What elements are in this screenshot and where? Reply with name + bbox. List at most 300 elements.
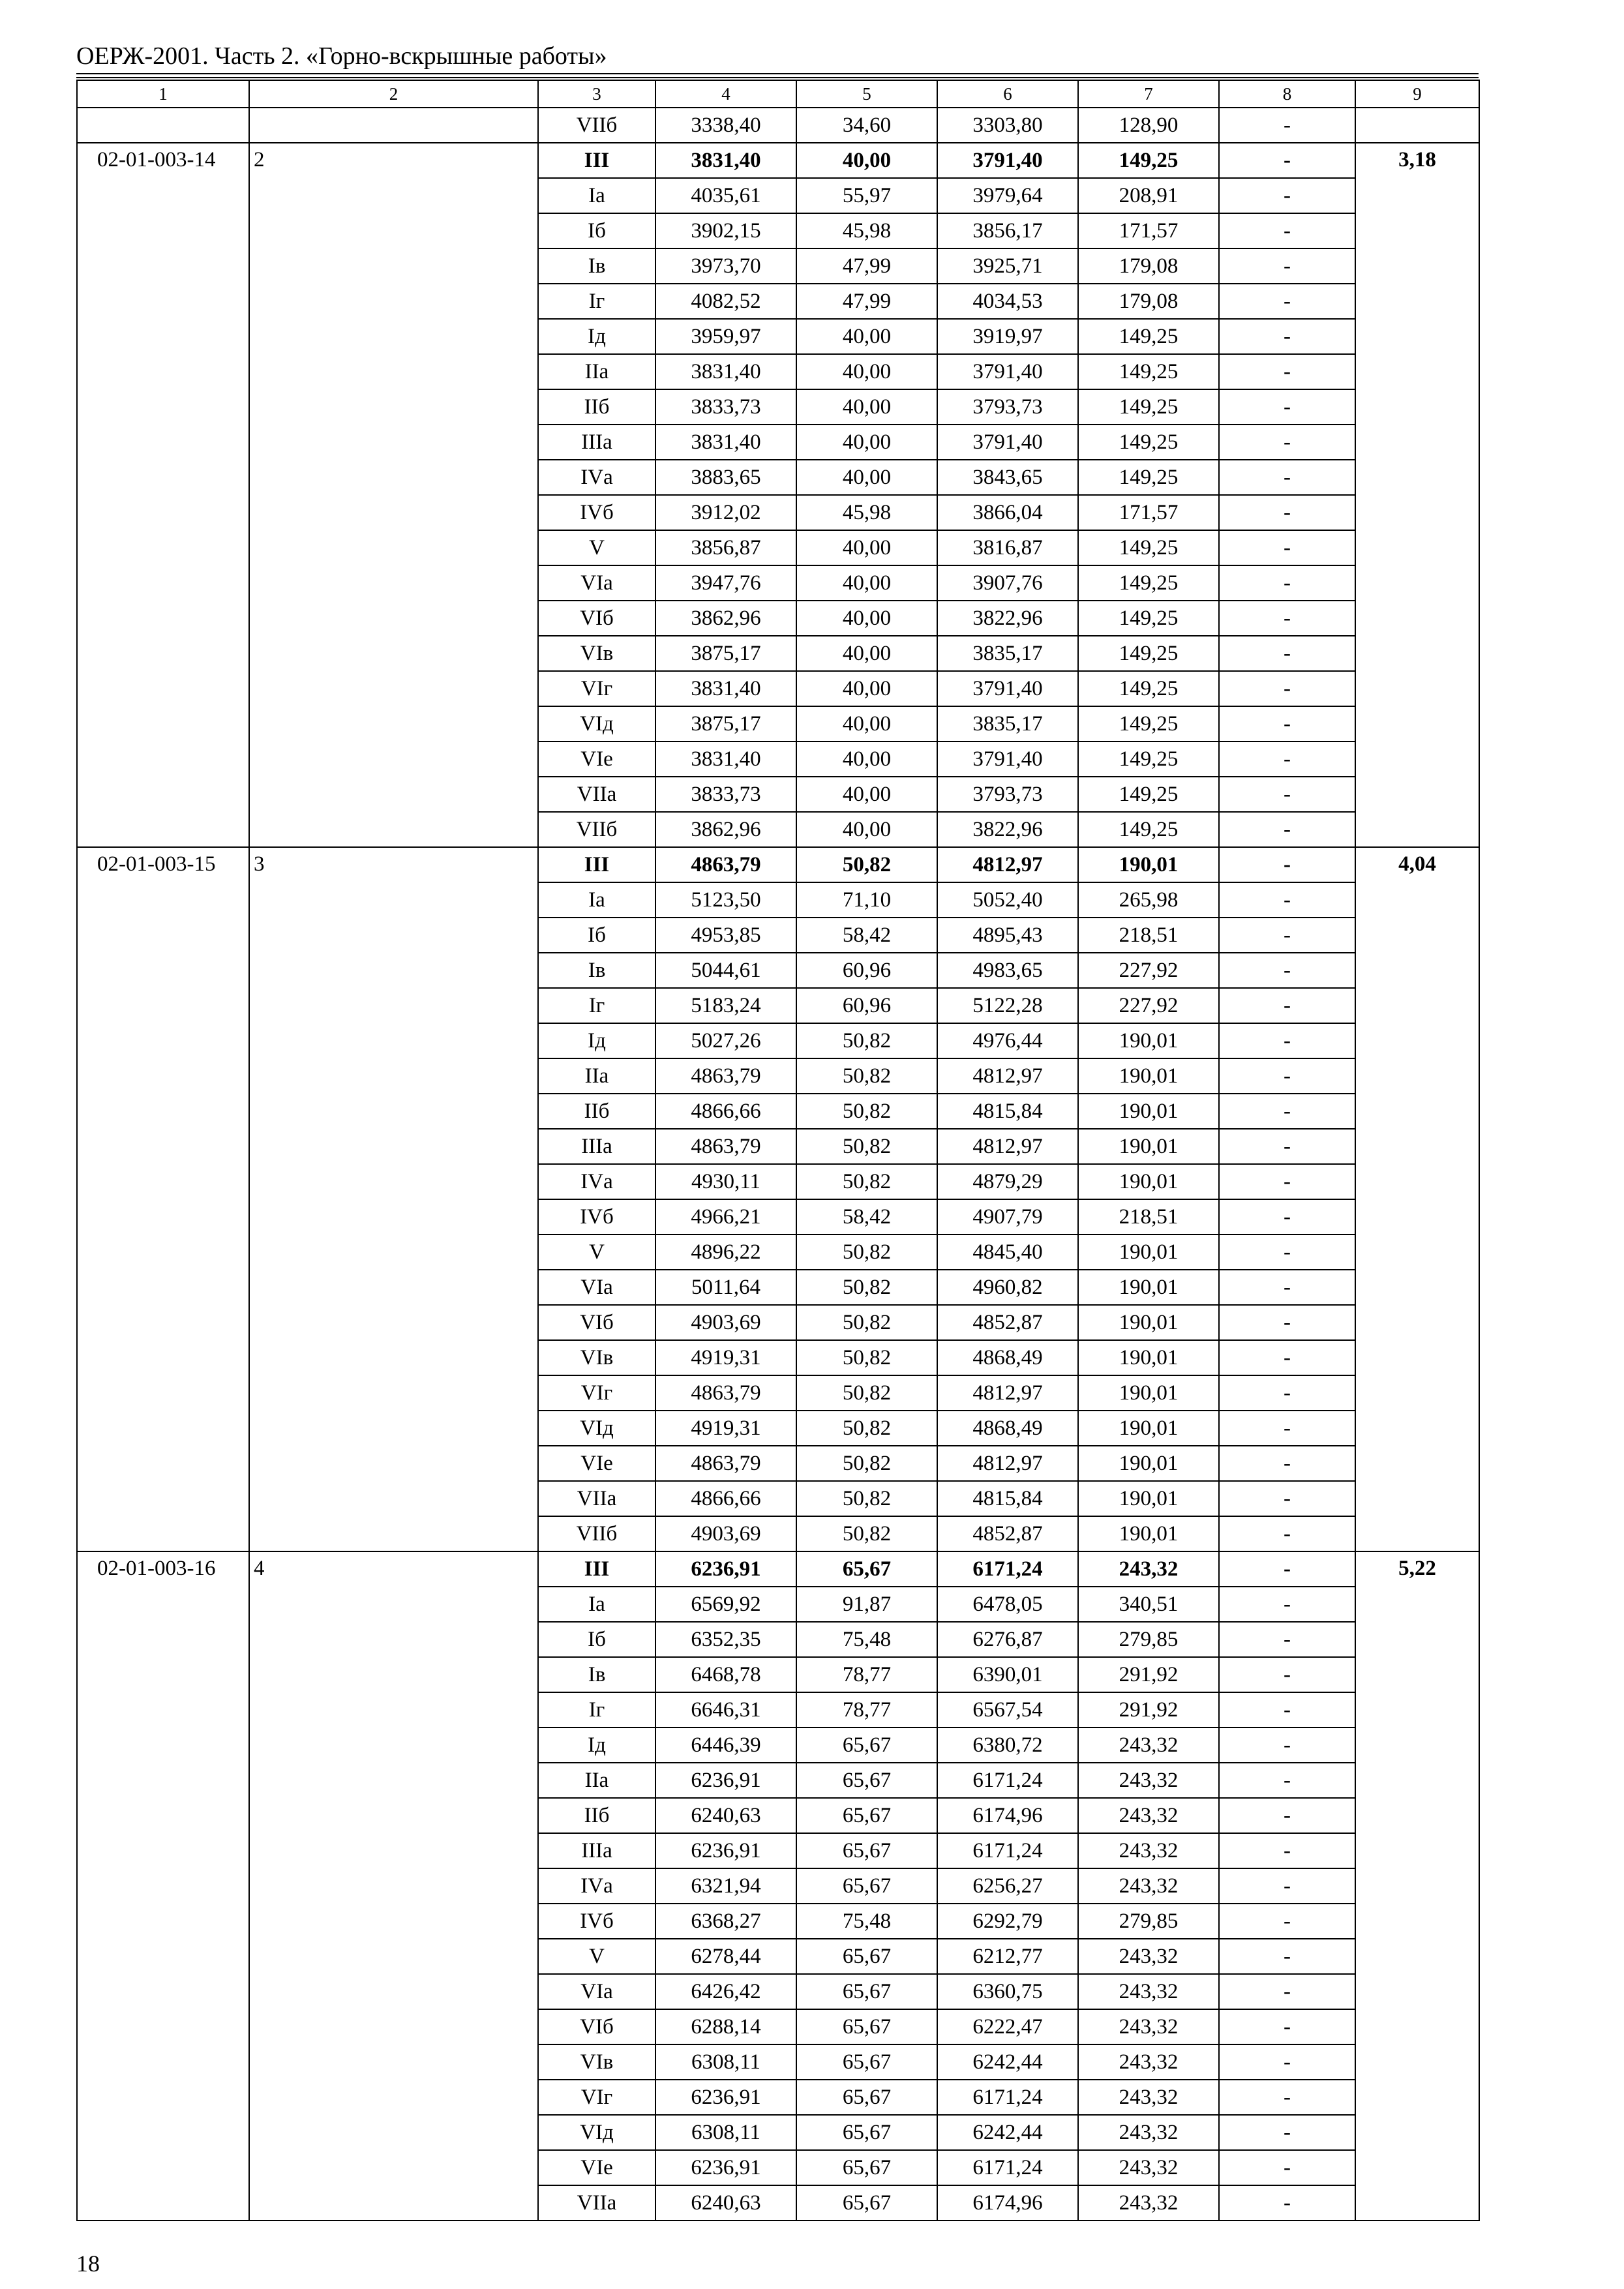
value-cell-c7: 149,25 (1078, 460, 1219, 495)
value-cell-c8: - (1219, 1305, 1355, 1340)
value-cell-c8: - (1219, 2185, 1355, 2221)
value-cell-c7: 243,32 (1078, 1551, 1219, 1587)
page-header (76, 40, 1479, 72)
value-cell-c4: 5011,64 (655, 1270, 796, 1305)
value-cell-c5: 50,82 (796, 1164, 937, 1199)
value-cell-c6: 4845,40 (937, 1234, 1078, 1270)
value-cell-c7: 149,25 (1078, 389, 1219, 425)
value-cell-c6: 3791,40 (937, 741, 1078, 777)
value-cell-c4: 6236,91 (655, 1763, 796, 1798)
column-number: 2 (249, 80, 538, 108)
value-cell-c4: 4903,69 (655, 1305, 796, 1340)
value-cell-c4: 4919,31 (655, 1340, 796, 1375)
value-cell-c6: 4815,84 (937, 1481, 1078, 1516)
value-cell-c7: 149,25 (1078, 636, 1219, 671)
value-cell-c8: - (1219, 248, 1355, 284)
value-cell-c7: 171,57 (1078, 213, 1219, 248)
value-cell-c7: 149,25 (1078, 143, 1219, 178)
value-cell-c6: 6390,01 (937, 1657, 1078, 1692)
value-cell-c8: - (1219, 143, 1355, 178)
value-cell-c3: Iг (538, 988, 655, 1023)
table-row (77, 108, 1479, 143)
value-cell-c3: VIб (538, 1305, 655, 1340)
value-cell-c8: - (1219, 2115, 1355, 2150)
value-cell-c3: Iв (538, 1657, 655, 1692)
value-cell-c8: - (1219, 1974, 1355, 2009)
value-cell-c8: - (1219, 1023, 1355, 1058)
value-cell-c7: 243,32 (1078, 2044, 1219, 2080)
value-cell-c8: - (1219, 389, 1355, 425)
value-cell-c3: VIе (538, 741, 655, 777)
value-cell-c8: - (1219, 1270, 1355, 1305)
value-cell-c3: IVб (538, 1199, 655, 1234)
value-cell-c5: 50,82 (796, 847, 937, 882)
value-cell-c7: 218,51 (1078, 1199, 1219, 1234)
value-cell-c7: 190,01 (1078, 1129, 1219, 1164)
value-cell-c6: 4812,97 (937, 1058, 1078, 1094)
column-number: 6 (937, 80, 1078, 108)
value-cell-c4: 4863,79 (655, 847, 796, 882)
value-cell-c5: 50,82 (796, 1270, 937, 1305)
value-cell-c3: VIд (538, 706, 655, 741)
value-cell-c5: 50,82 (796, 1446, 937, 1481)
value-cell-c7: 243,32 (1078, 2080, 1219, 2115)
value-cell-c8: - (1219, 1587, 1355, 1622)
value-cell-c7: 149,25 (1078, 565, 1219, 601)
value-cell-c3: Iб (538, 1622, 655, 1657)
value-cell-c5: 40,00 (796, 319, 937, 354)
value-cell-c8: - (1219, 636, 1355, 671)
value-cell-c7: 243,32 (1078, 1974, 1219, 2009)
value-cell-c3: VIг (538, 2080, 655, 2115)
value-cell-c6: 4815,84 (937, 1094, 1078, 1129)
value-cell-c4: 3338,40 (655, 108, 796, 143)
value-cell-c4: 4930,11 (655, 1164, 796, 1199)
value-cell-c8: - (1219, 882, 1355, 918)
value-cell-c6: 3843,65 (937, 460, 1078, 495)
value-cell-c6: 4812,97 (937, 1375, 1078, 1411)
value-cell-c7: 243,32 (1078, 2115, 1219, 2150)
value-cell-c4: 5027,26 (655, 1023, 796, 1058)
rate-code-cell: 02-01-003-14 (77, 143, 249, 847)
value-cell-c5: 75,48 (796, 1904, 937, 1939)
value-cell-c5: 47,99 (796, 284, 937, 319)
value-cell-c8: - (1219, 1939, 1355, 1974)
value-cell-c8: - (1219, 1798, 1355, 1833)
value-cell-c6: 4852,87 (937, 1516, 1078, 1551)
value-cell-c5: 40,00 (796, 354, 937, 389)
value-cell-c5: 65,67 (796, 2044, 937, 2080)
value-cell-c6: 3979,64 (937, 178, 1078, 213)
value-cell-c7: 243,32 (1078, 1763, 1219, 1798)
value-cell-c8: - (1219, 1657, 1355, 1692)
value-cell-c4: 6569,92 (655, 1587, 796, 1622)
value-cell-c5: 65,67 (796, 1833, 937, 1868)
rate-name-cell: 4 (249, 1551, 538, 2221)
value-cell-c3: Iг (538, 284, 655, 319)
value-cell-c3: Iд (538, 1023, 655, 1058)
value-cell-c8: - (1219, 354, 1355, 389)
value-cell-c7: 243,32 (1078, 1833, 1219, 1868)
value-cell-c3: VIа (538, 1270, 655, 1305)
value-cell-c7: 128,90 (1078, 108, 1219, 143)
value-cell-c4: 3862,96 (655, 601, 796, 636)
column-number: 9 (1355, 80, 1479, 108)
value-cell-c3: Iб (538, 918, 655, 953)
value-cell-c5: 60,96 (796, 988, 937, 1023)
value-cell-c8: - (1219, 1904, 1355, 1939)
value-cell-c5: 40,00 (796, 565, 937, 601)
value-cell-c5: 65,67 (796, 2150, 937, 2185)
value-cell-c5: 40,00 (796, 601, 937, 636)
value-cell-c5: 55,97 (796, 178, 937, 213)
value-cell-c5: 65,67 (796, 2185, 937, 2221)
value-cell-c5: 50,82 (796, 1094, 937, 1129)
value-cell-c3: VIв (538, 2044, 655, 2080)
value-cell-c7: 149,25 (1078, 601, 1219, 636)
value-cell-c6: 3835,17 (937, 706, 1078, 741)
value-cell-c4: 6308,11 (655, 2044, 796, 2080)
value-cell-c5: 65,67 (796, 2009, 937, 2044)
value-cell-c6: 4812,97 (937, 847, 1078, 882)
value-cell-c4: 4896,22 (655, 1234, 796, 1270)
value-cell-c4: 6240,63 (655, 1798, 796, 1833)
value-cell-c7: 190,01 (1078, 1340, 1219, 1375)
value-cell-c4: 3875,17 (655, 636, 796, 671)
value-cell-c5: 65,67 (796, 1728, 937, 1763)
value-cell-c8: - (1219, 565, 1355, 601)
table-row (77, 1551, 1479, 1587)
value-cell-c4: 6236,91 (655, 2150, 796, 2185)
document-title: ОЕРЖ-2001. Часть 2. «Горно-вскрышные работы» (76, 42, 607, 70)
value-cell-c5: 65,67 (796, 1939, 937, 1974)
value-cell-c8: - (1219, 1763, 1355, 1798)
value-cell-c3: Iа (538, 178, 655, 213)
value-cell-c8: - (1219, 108, 1355, 143)
value-cell-c6: 6174,96 (937, 2185, 1078, 2221)
value-cell-c8: - (1219, 1411, 1355, 1446)
value-cell-c4: 3831,40 (655, 425, 796, 460)
value-cell-c6: 6242,44 (937, 2115, 1078, 2150)
value-cell-c7: 227,92 (1078, 953, 1219, 988)
table-row (77, 143, 1479, 178)
value-cell-c5: 65,67 (796, 1798, 937, 1833)
column-number: 1 (77, 80, 249, 108)
value-cell-c6: 4960,82 (937, 1270, 1078, 1305)
value-cell-c5: 45,98 (796, 213, 937, 248)
page-number: 18 (76, 2251, 100, 2277)
value-cell-c6: 3303,80 (937, 108, 1078, 143)
value-cell-c3: IVа (538, 1164, 655, 1199)
value-cell-c6: 6171,24 (937, 1551, 1078, 1587)
value-cell-c6: 4879,29 (937, 1164, 1078, 1199)
value-cell-c6: 4868,49 (937, 1411, 1078, 1446)
value-cell-c4: 6236,91 (655, 1551, 796, 1587)
value-cell-c8: - (1219, 988, 1355, 1023)
col9-cell: 3,18 (1355, 143, 1479, 847)
value-cell-c5: 50,82 (796, 1481, 937, 1516)
value-cell-c8: - (1219, 953, 1355, 988)
value-cell-c5: 47,99 (796, 248, 937, 284)
table-row (77, 847, 1479, 882)
value-cell-c5: 40,00 (796, 812, 937, 847)
value-cell-c7: 190,01 (1078, 847, 1219, 882)
rate-code-cell: 02-01-003-16 (77, 1551, 249, 2221)
value-cell-c7: 190,01 (1078, 1411, 1219, 1446)
value-cell-c8: - (1219, 1728, 1355, 1763)
value-cell-c5: 75,48 (796, 1622, 937, 1657)
value-cell-c6: 4812,97 (937, 1446, 1078, 1481)
value-cell-c8: - (1219, 741, 1355, 777)
value-cell-c7: 190,01 (1078, 1305, 1219, 1340)
value-cell-c7: 243,32 (1078, 1728, 1219, 1763)
value-cell-c6: 3791,40 (937, 354, 1078, 389)
value-cell-c6: 6478,05 (937, 1587, 1078, 1622)
header-rule-double (76, 77, 1479, 78)
value-cell-c6: 6360,75 (937, 1974, 1078, 2009)
value-cell-c4: 6352,35 (655, 1622, 796, 1657)
value-cell-c5: 40,00 (796, 671, 937, 706)
value-cell-c6: 3907,76 (937, 565, 1078, 601)
value-cell-c6: 6567,54 (937, 1692, 1078, 1728)
value-cell-c7: 190,01 (1078, 1164, 1219, 1199)
value-cell-c3: Iб (538, 213, 655, 248)
value-cell-c8: - (1219, 671, 1355, 706)
value-cell-c4: 3875,17 (655, 706, 796, 741)
value-cell-c3: VIIб (538, 1516, 655, 1551)
value-cell-c3: IIа (538, 1763, 655, 1798)
value-cell-c8: - (1219, 1199, 1355, 1234)
value-cell-c4: 6240,63 (655, 2185, 796, 2221)
header-rule (76, 73, 1479, 74)
value-cell-c4: 4863,79 (655, 1446, 796, 1481)
value-cell-c8: - (1219, 706, 1355, 741)
value-cell-c6: 4907,79 (937, 1199, 1078, 1234)
value-cell-c7: 149,25 (1078, 741, 1219, 777)
value-cell-c5: 65,67 (796, 1763, 937, 1798)
value-cell-c3: IIа (538, 1058, 655, 1094)
value-cell-c4: 6236,91 (655, 2080, 796, 2115)
value-cell-c3: Iв (538, 248, 655, 284)
value-cell-c3: IVа (538, 460, 655, 495)
value-cell-c5: 40,00 (796, 777, 937, 812)
value-cell-c6: 4812,97 (937, 1129, 1078, 1164)
value-cell-c7: 179,08 (1078, 248, 1219, 284)
value-cell-c8: - (1219, 1481, 1355, 1516)
value-cell-c5: 50,82 (796, 1340, 937, 1375)
value-cell-c5: 50,82 (796, 1129, 937, 1164)
value-cell-c3: III (538, 143, 655, 178)
value-cell-c7: 149,25 (1078, 812, 1219, 847)
value-cell-c7: 190,01 (1078, 1516, 1219, 1551)
value-cell-c7: 243,32 (1078, 1798, 1219, 1833)
rate-code-cell: 02-01-003-15 (77, 847, 249, 1551)
value-cell-c7: 149,25 (1078, 319, 1219, 354)
value-cell-c3: IIа (538, 354, 655, 389)
value-cell-c7: 190,01 (1078, 1481, 1219, 1516)
value-cell-c4: 6468,78 (655, 1657, 796, 1692)
value-cell-c8: - (1219, 601, 1355, 636)
value-cell-c5: 58,42 (796, 918, 937, 953)
value-cell-c5: 40,00 (796, 143, 937, 178)
value-cell-c6: 5122,28 (937, 988, 1078, 1023)
value-cell-c6: 6222,47 (937, 2009, 1078, 2044)
value-cell-c3: VIг (538, 671, 655, 706)
value-cell-c3: III (538, 847, 655, 882)
value-cell-c3: Iв (538, 953, 655, 988)
value-cell-c3: IIб (538, 1094, 655, 1129)
value-cell-c4: 4082,52 (655, 284, 796, 319)
value-cell-c7: 190,01 (1078, 1023, 1219, 1058)
value-cell-c4: 5183,24 (655, 988, 796, 1023)
value-cell-c6: 6276,87 (937, 1622, 1078, 1657)
value-cell-c6: 6171,24 (937, 1763, 1078, 1798)
value-cell-c8: - (1219, 1516, 1355, 1551)
value-cell-c7: 190,01 (1078, 1094, 1219, 1129)
value-cell-c5: 60,96 (796, 953, 937, 988)
value-cell-c7: 243,32 (1078, 1939, 1219, 1974)
value-cell-c3: Iа (538, 1587, 655, 1622)
value-cell-c5: 34,60 (796, 108, 937, 143)
value-cell-c4: 4919,31 (655, 1411, 796, 1446)
value-cell-c3: III (538, 1551, 655, 1587)
value-cell-c7: 179,08 (1078, 284, 1219, 319)
value-cell-c4: 3833,73 (655, 389, 796, 425)
value-cell-c8: - (1219, 1833, 1355, 1868)
value-cell-c6: 6171,24 (937, 1833, 1078, 1868)
value-cell-c4: 6446,39 (655, 1728, 796, 1763)
value-cell-c6: 3919,97 (937, 319, 1078, 354)
value-cell-c4: 4035,61 (655, 178, 796, 213)
value-cell-c5: 40,00 (796, 741, 937, 777)
value-cell-c3: VIд (538, 2115, 655, 2150)
value-cell-c3: VIе (538, 2150, 655, 2185)
value-cell-c6: 3822,96 (937, 601, 1078, 636)
value-cell-c8: - (1219, 847, 1355, 882)
value-cell-c6: 3925,71 (937, 248, 1078, 284)
value-cell-c5: 50,82 (796, 1516, 937, 1551)
value-cell-c7: 291,92 (1078, 1657, 1219, 1692)
value-cell-c3: Iд (538, 319, 655, 354)
value-cell-c6: 3791,40 (937, 671, 1078, 706)
value-cell-c6: 3835,17 (937, 636, 1078, 671)
value-cell-c4: 5123,50 (655, 882, 796, 918)
value-cell-c4: 6646,31 (655, 1692, 796, 1728)
value-cell-c3: IVб (538, 495, 655, 530)
value-cell-c6: 4895,43 (937, 918, 1078, 953)
value-cell-c6: 4868,49 (937, 1340, 1078, 1375)
value-cell-c5: 50,82 (796, 1234, 937, 1270)
value-cell-c5: 58,42 (796, 1199, 937, 1234)
value-cell-c3: IIIа (538, 1833, 655, 1868)
value-cell-c3: IVа (538, 1868, 655, 1904)
value-cell-c7: 243,32 (1078, 2185, 1219, 2221)
value-cell-c8: - (1219, 1551, 1355, 1587)
value-cell-c4: 4953,85 (655, 918, 796, 953)
value-cell-c5: 40,00 (796, 425, 937, 460)
value-cell-c3: VIб (538, 2009, 655, 2044)
value-cell-c5: 50,82 (796, 1375, 937, 1411)
value-cell-c3: VIг (538, 1375, 655, 1411)
value-cell-c5: 40,00 (796, 636, 937, 671)
value-cell-c5: 45,98 (796, 495, 937, 530)
value-cell-c6: 4976,44 (937, 1023, 1078, 1058)
value-cell-c8: - (1219, 1094, 1355, 1129)
value-cell-c7: 190,01 (1078, 1446, 1219, 1481)
value-cell-c8: - (1219, 1446, 1355, 1481)
value-cell-c4: 6426,42 (655, 1974, 796, 2009)
value-cell-c4: 4863,79 (655, 1058, 796, 1094)
value-cell-c3: VIIа (538, 2185, 655, 2221)
rate-name-cell: 3 (249, 847, 538, 1551)
rate-name-cell: 2 (249, 143, 538, 847)
value-cell-c4: 3833,73 (655, 777, 796, 812)
value-cell-c5: 65,67 (796, 2115, 937, 2150)
value-cell-c6: 4983,65 (937, 953, 1078, 988)
value-cell-c3: VIв (538, 636, 655, 671)
value-cell-c6: 6174,96 (937, 1798, 1078, 1833)
value-cell-c3: VIIа (538, 1481, 655, 1516)
value-cell-c8: - (1219, 1375, 1355, 1411)
value-cell-c3: VIа (538, 1974, 655, 2009)
value-cell-c7: 243,32 (1078, 2150, 1219, 2185)
col9-cell: 4,04 (1355, 847, 1479, 1551)
value-cell-c6: 4034,53 (937, 284, 1078, 319)
value-cell-c7: 279,85 (1078, 1904, 1219, 1939)
value-cell-c4: 3902,15 (655, 213, 796, 248)
name-cell (249, 108, 538, 143)
value-cell-c4: 5044,61 (655, 953, 796, 988)
value-cell-c7: 190,01 (1078, 1270, 1219, 1305)
value-cell-c8: - (1219, 213, 1355, 248)
value-cell-c8: - (1219, 2044, 1355, 2080)
value-cell-c6: 3791,40 (937, 143, 1078, 178)
value-cell-c6: 6212,77 (937, 1939, 1078, 1974)
value-cell-c6: 3856,17 (937, 213, 1078, 248)
value-cell-c6: 3866,04 (937, 495, 1078, 530)
value-cell-c6: 6292,79 (937, 1904, 1078, 1939)
value-cell-c8: - (1219, 2080, 1355, 2115)
value-cell-c5: 65,67 (796, 1868, 937, 1904)
value-cell-c3: V (538, 530, 655, 565)
value-cell-c4: 3856,87 (655, 530, 796, 565)
value-cell-c5: 40,00 (796, 389, 937, 425)
value-cell-c4: 3862,96 (655, 812, 796, 847)
value-cell-c6: 4852,87 (937, 1305, 1078, 1340)
value-cell-c8: - (1219, 1622, 1355, 1657)
value-cell-c3: V (538, 1234, 655, 1270)
value-cell-c5: 40,00 (796, 706, 937, 741)
value-cell-c5: 65,67 (796, 1551, 937, 1587)
value-cell-c3: IIб (538, 1798, 655, 1833)
value-cell-c7: 291,92 (1078, 1692, 1219, 1728)
value-cell-c7: 149,25 (1078, 671, 1219, 706)
value-cell-c7: 190,01 (1078, 1058, 1219, 1094)
value-cell-c4: 4966,21 (655, 1199, 796, 1234)
value-cell-c7: 279,85 (1078, 1622, 1219, 1657)
value-cell-c3: VIа (538, 565, 655, 601)
value-cell-c7: 171,57 (1078, 495, 1219, 530)
value-cell-c3: VIIб (538, 108, 655, 143)
code-cell (77, 108, 249, 143)
value-cell-c3: V (538, 1939, 655, 1974)
value-cell-c4: 3831,40 (655, 354, 796, 389)
value-cell-c3: IIб (538, 389, 655, 425)
value-cell-c4: 3912,02 (655, 495, 796, 530)
value-cell-c8: - (1219, 460, 1355, 495)
value-cell-c7: 149,25 (1078, 425, 1219, 460)
value-cell-c4: 6236,91 (655, 1833, 796, 1868)
